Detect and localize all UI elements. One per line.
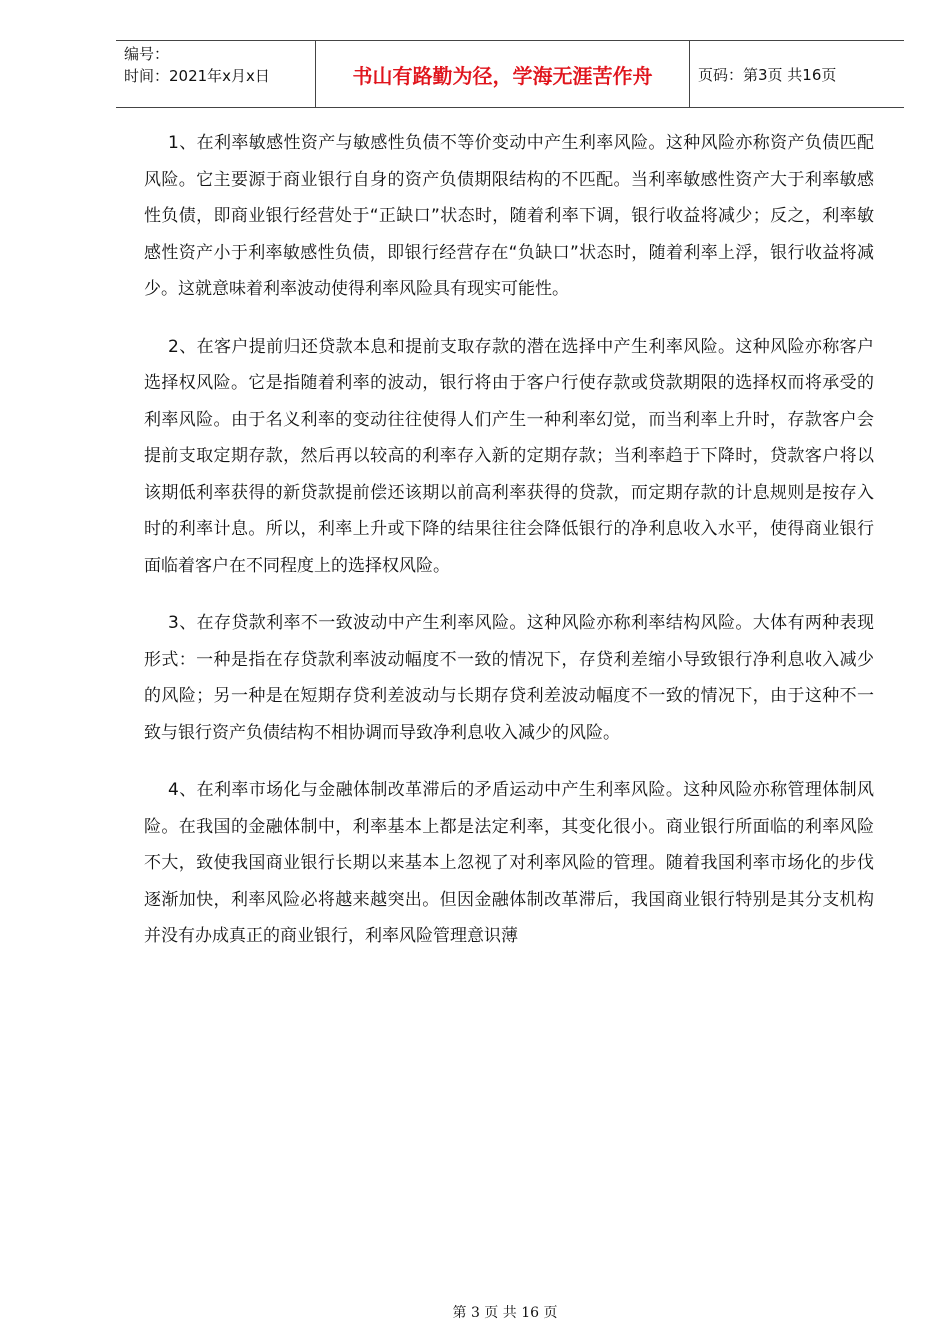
time-label: 时间：2021年x月x日	[124, 67, 270, 85]
paragraph-4: 4、在利率市场化与金融体制改革滞后的矛盾运动中产生利率风险。这种风险亦称管理体制风险。在我国的金融体制中，利率基本上都是法定利率，其变化很小。商业银行所面临的利率风险不大，致使我国商业银行长期以来基本上忽视了对利率风险的管理。随着我国利率市场化的步伐逐渐加快，利率风险必将越来越突出。但因金融体制改革滞后，我国商业银行特别是其分支机构并没有办成真正的商业银行，利率风险管理意识薄	[144, 780, 874, 946]
number-label: 编号：	[124, 45, 170, 63]
paragraph-1: 1、在利率敏感性资产与敏感性负债不等价变动中产生利率风险。这种风险亦称资产负债匹配风险。它主要源于商业银行自身的资产负债期限结构的不匹配。当利率敏感性资产大于利率敏感性负债，即商业银行经营处于“正缺口”状态时，随着利率下调，银行收益将减少；反之，利率敏感性资产小于利率敏感性负债，即银行经营存在“负缺口”状态时，随着利率上浮，银行收益将减少。这就意味着利率波动使得利率风险具有现实可能性。	[144, 133, 874, 299]
page-footer	[0, 1302, 950, 1322]
paragraph-3: 3、在存贷款利率不一致波动中产生利率风险。这种风险亦称利率结构风险。大体有两种表现形式：一种是指在存贷款利率波动幅度不一致的情况下，存贷利差缩小导致银行净利息收入减少的风险；另一种是在短期存贷利差波动与长期存贷利差波动幅度不一致的情况下，由于这种不一致与银行资产负债结构不相协调而导致净利息收入减少的风险。	[144, 613, 874, 743]
document-header	[116, 40, 904, 108]
header-page-info: 页码：第3页 共16页	[698, 65, 837, 84]
paragraph-2: 2、在客户提前归还贷款本息和提前支取存款的潜在选择中产生利率风险。这种风险亦称客户选择权风险。它是指随着利率的波动，银行将由于客户行使存款或贷款期限的选择权而将承受的利率风险。由于名义利率的变动往往使得人们产生一种利率幻觉，而当利率上升时，存款客户会提前支取定期存款，然后再以较高的利率存入新的定期存款；当利率趋于下降时，贷款客户将以该期低利率获得的新贷款提前偿还该期以前高利率获得的贷款，而定期存款的计息规则是按存入时的利率计息。所以，利率上升或下降的结果往往会降低银行的净利息收入水平，使得商业银行面临着客户在不同程度上的选择权风险。	[144, 336, 874, 576]
header-motto: 书山有路勤为径，学海无涯苦作舟	[316, 41, 690, 107]
document-body	[144, 125, 874, 976]
footer-page-number: 第 3 页 共 16 页	[452, 1305, 558, 1321]
header-meta	[116, 41, 316, 107]
